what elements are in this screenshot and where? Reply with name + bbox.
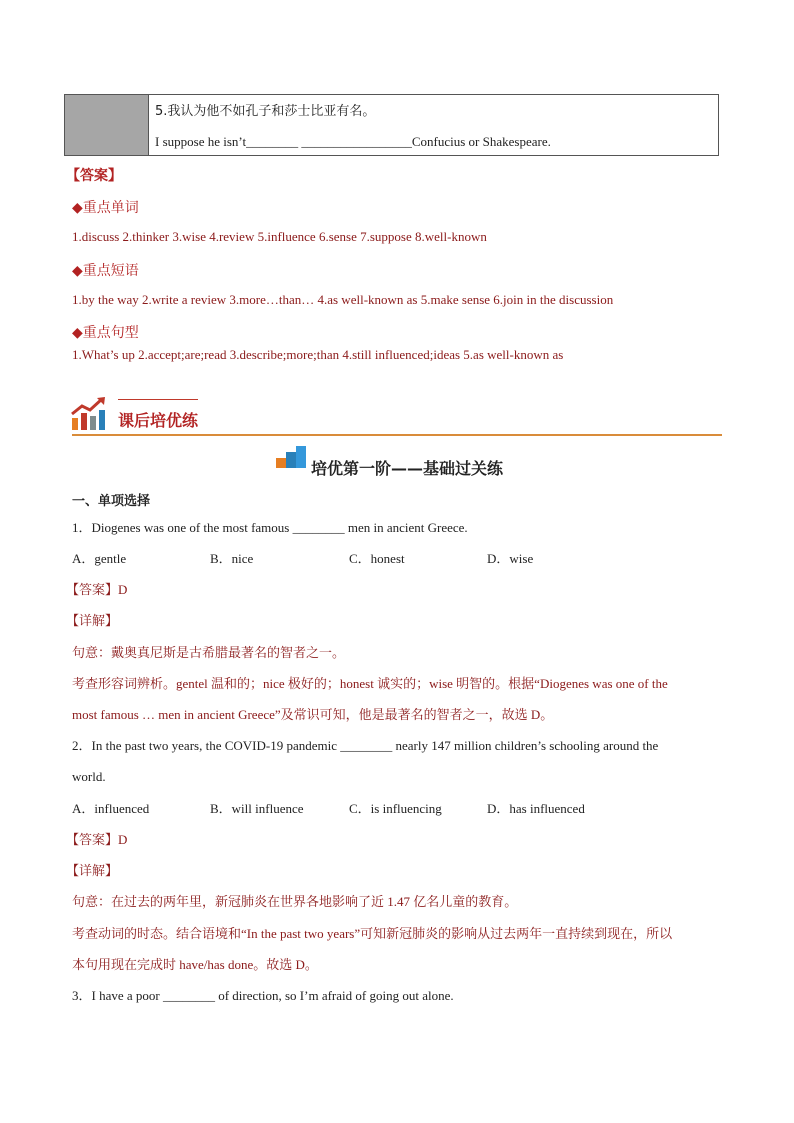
part-one-heading: 一、单项选择 <box>72 494 151 509</box>
key-phrases-line: 1.by the way 2.write a review 3.more…than… 4.as well-known as 5.make sense 6.join in the discussion <box>72 292 614 307</box>
key-sentences-line: 1.What’s up 2.accept;are;read 3.describe;more;than 4.still influenced;ideas 5.as well-known as <box>72 347 564 362</box>
q2-option-a: A．influenced <box>72 801 150 816</box>
key-words-line: 1.discuss 2.thinker 3.wise 4.review 5.influence 6.sense 7.suppose 8.well-known <box>72 229 487 244</box>
q2-detail-label: 【详解】 <box>66 863 119 878</box>
q1-option-c: C．honest <box>349 551 405 566</box>
q1-explanation-line2: most famous … men in ancient Greece”及常识可知，他是最著名的智者之一，故选 D。 <box>72 707 554 722</box>
q1-option-a: A．gentle <box>72 551 127 566</box>
table-row-english: I suppose he isn’t________ _________________Confucius or Shakespeare. <box>155 134 551 149</box>
q2-explanation-line1: 考查动词的时态。结合语境和“In the past two years”可知新冠肺炎的影响从过去两年一直持续到现在，所以 <box>72 926 673 941</box>
chart-growth-icon <box>70 396 110 432</box>
q1-option-b: B．nice <box>210 551 254 566</box>
key-words-title: ◆重点单词 <box>72 200 139 216</box>
q3-stem: 3．I have a poor ________ of direction, so I’m afraid of going out alone. <box>72 988 454 1003</box>
stairs-icon <box>275 444 309 470</box>
q1-meaning: 句意：戴奥真尼斯是古希腊最著名的智者之一。 <box>72 645 346 660</box>
q1-explanation-line1: 考查形容词辨析。gentel 温和的；nice 极好的；honest 诚实的；wise 明智的。根据“Diogenes was one of the <box>72 676 668 691</box>
section-top-rule <box>118 399 198 400</box>
q1-stem: 1．Diogenes was one of the most famous ________ men in ancient Greece. <box>72 520 468 535</box>
key-phrases-title: ◆重点短语 <box>72 263 139 279</box>
q2-meaning: 句意：在过去的两年里，新冠肺炎在世界各地影响了近 1.47 亿名儿童的教育。 <box>72 894 518 909</box>
answer-header: 【答案】 <box>66 168 122 184</box>
key-sentences-title: ◆重点句型 <box>72 325 139 341</box>
table-gray-cell <box>65 95 149 155</box>
q2-explanation-line2: 本句用现在完成时 have/has done。故选 D。 <box>72 957 318 972</box>
translation-table <box>64 94 719 156</box>
q1-detail-label: 【详解】 <box>66 613 119 628</box>
q1-option-d: D．wise <box>487 551 534 566</box>
q2-option-b: B．will influence <box>210 801 304 816</box>
section-title: 课后培优练 <box>118 411 199 430</box>
q2-answer: 【答案】D <box>66 832 128 847</box>
table-row-chinese: 5.我认为他不如孔子和莎士比亚有名。 <box>155 104 376 119</box>
stage-title: 培优第一阶——基础过关练 <box>311 459 504 478</box>
q1-answer: 【答案】D <box>66 582 128 597</box>
q2-stem-line2: world. <box>72 769 106 784</box>
q2-stem-line1: 2．In the past two years, the COVID-19 pandemic ________ nearly 147 million children’s schooling around the <box>72 738 659 753</box>
q2-option-d: D．has influenced <box>487 801 585 816</box>
q2-option-c: C．is influencing <box>349 801 442 816</box>
section-divider <box>72 434 722 436</box>
